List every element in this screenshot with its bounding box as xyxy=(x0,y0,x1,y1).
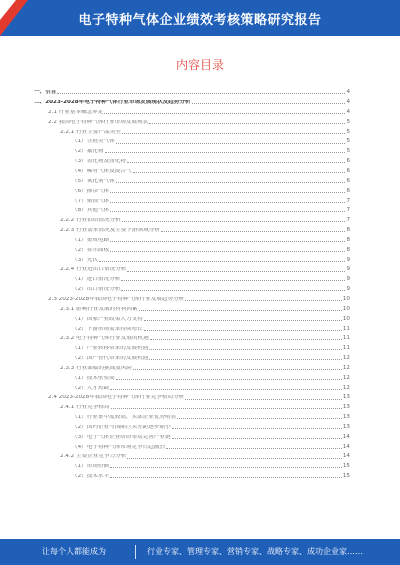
toc-entry-page: 14 xyxy=(342,443,350,450)
toc-entry[interactable] xyxy=(34,470,350,480)
toc-entry-page: 9 xyxy=(346,286,350,293)
toc-entry[interactable] xyxy=(34,440,350,450)
toc-entry-title: （3）电子气体企业纷纷布局完善产业链 xyxy=(72,434,171,440)
toc-entry[interactable] xyxy=(34,253,350,263)
toc-entry-page: 7 xyxy=(346,217,350,224)
toc-entry[interactable] xyxy=(34,332,350,342)
toc-leader-dots xyxy=(185,300,342,301)
table-of-contents xyxy=(34,86,350,480)
toc-entry-title: 2.2.4 行业进出口情况分析 xyxy=(60,267,127,273)
toc-leader-dots xyxy=(144,320,342,321)
toc-entry-title: 2.2.1 行业主要产品类型 xyxy=(60,129,121,135)
toc-leader-dots xyxy=(104,113,345,114)
toc-leader-dots xyxy=(172,428,342,429)
toc-entry-title: 2.3.2 电子特种气体行业发展的机遇 xyxy=(60,336,149,342)
toc-entry[interactable] xyxy=(34,421,350,431)
toc-leader-dots xyxy=(116,143,346,144)
toc-entry-page: 7 xyxy=(346,197,350,204)
toc-leader-dots xyxy=(177,418,342,419)
toc-entry-page: 4 xyxy=(346,99,350,106)
footer-slogan: 让每个人都能成为 xyxy=(42,547,106,556)
toc-leader-dots xyxy=(144,330,342,331)
toc-entry[interactable] xyxy=(34,214,350,224)
toc-entry-page: 12 xyxy=(342,374,350,381)
toc-leader-dots xyxy=(121,290,345,291)
toc-leader-dots xyxy=(149,349,342,350)
toc-leader-dots xyxy=(110,241,345,242)
toc-leader-dots xyxy=(166,448,342,449)
toc-entry[interactable] xyxy=(34,135,350,145)
toc-entry[interactable] xyxy=(34,204,350,214)
toc-entry[interactable] xyxy=(34,244,350,254)
toc-entry[interactable] xyxy=(34,391,350,401)
toc-entry-page: 4 xyxy=(346,89,350,96)
toc-entry[interactable] xyxy=(34,263,350,273)
toc-entry[interactable] xyxy=(34,194,350,204)
toc-leader-dots xyxy=(127,162,346,163)
toc-entry-page: 10 xyxy=(342,295,350,302)
toc-entry[interactable] xyxy=(34,322,350,332)
toc-entry-title: （2）国内企业与国际巨头差距逐步缩小 xyxy=(72,424,171,430)
toc-leader-dots xyxy=(110,467,342,468)
toc-entry-title: 2.4.2 主要企业竞争力分析 xyxy=(60,454,127,460)
toc-entry-page: 10 xyxy=(342,315,350,322)
toc-entry-title: （1）进口情况分析 xyxy=(72,277,121,283)
toc-entry[interactable] xyxy=(34,303,350,313)
toc-entry[interactable] xyxy=(34,224,350,234)
toc-entry[interactable] xyxy=(34,184,350,194)
toc-entry[interactable] xyxy=(34,342,350,352)
toc-entry-title: （2）显示面板 xyxy=(72,247,110,253)
toc-entry[interactable] xyxy=(34,155,350,165)
toc-leader-dots xyxy=(105,152,346,153)
toc-entry-title: （3）光伏 xyxy=(72,257,98,263)
toc-leader-dots xyxy=(185,399,342,400)
toc-entry-page: 9 xyxy=(346,276,350,283)
toc-entry[interactable] xyxy=(34,312,350,322)
toc-entry-page: 9 xyxy=(346,266,350,273)
toc-entry-page: 5 xyxy=(346,118,350,125)
toc-entry-page: 6 xyxy=(346,177,350,184)
toc-entry[interactable] xyxy=(34,96,350,106)
toc-entry[interactable] xyxy=(34,125,350,135)
toc-entry-page: 11 xyxy=(342,335,350,342)
toc-leader-dots xyxy=(110,477,342,478)
toc-entry-title: 2.4.1 行业竞争格局 xyxy=(60,405,110,411)
toc-entry-page: 8 xyxy=(346,246,350,253)
toc-leader-dots xyxy=(116,379,342,380)
report-title: 电子特种气体企业绩效考核策略研究报告 xyxy=(78,13,322,28)
toc-leader-dots xyxy=(127,458,342,459)
toc-entry[interactable] xyxy=(34,273,350,283)
toc-entry[interactable] xyxy=(34,106,350,116)
toc-leader-dots xyxy=(133,369,342,370)
toc-leader-dots xyxy=(110,192,345,193)
toc-entry[interactable] xyxy=(34,165,350,175)
toc-entry-page: 9 xyxy=(346,256,350,263)
toc-entry-title: 二、2023-2028年电子特种气体行业市场发展现状及趋势分析 xyxy=(34,100,191,106)
toc-entry[interactable] xyxy=(34,175,350,185)
toc-leader-dots xyxy=(139,310,342,311)
toc-entry-title: 2.2.2 行业供给情况分析 xyxy=(60,218,121,224)
toc-leader-dots xyxy=(99,261,346,262)
toc-entry-page: 14 xyxy=(342,453,350,460)
toc-entry-title: （2）国产替代带来的发展机遇 xyxy=(72,356,149,362)
toc-entry-page: 13 xyxy=(342,404,350,411)
toc-leader-dots xyxy=(127,271,345,272)
toc-entry-page: 6 xyxy=(346,158,350,165)
toc-leader-dots xyxy=(161,231,346,232)
toc-entry-title: 2.3.3 行业面临的挑战及风险 xyxy=(60,365,132,371)
toc-entry[interactable] xyxy=(34,450,350,460)
toc-entry-title: （8）其他气体 xyxy=(72,208,110,214)
toc-entry[interactable] xyxy=(34,352,350,362)
footer-divider xyxy=(135,545,136,559)
toc-entry-title: （2）氟化物 xyxy=(72,149,104,155)
toc-entry[interactable] xyxy=(34,293,350,303)
toc-entry[interactable] xyxy=(34,283,350,293)
toc-entry-page: 13 xyxy=(342,394,350,401)
toc-entry-page: 13 xyxy=(342,414,350,421)
toc-entry-page: 5 xyxy=(346,148,350,155)
toc-entry[interactable] xyxy=(34,381,350,391)
toc-entry-title: （1）集成电路 xyxy=(72,237,110,243)
toc-entry-title: 2.3.1 影响行业发展的有利因素 xyxy=(60,306,138,312)
toc-entry-title: （5）氧化剂气体 xyxy=(72,178,115,184)
toc-entry-title: （4）电子特种气体市场竞争日趋激烈 xyxy=(72,444,166,450)
toc-entry-page: 13 xyxy=(342,423,350,430)
toc-entry-title: （1）国家产业政策大力支持 xyxy=(72,316,143,322)
toc-entry-page: 6 xyxy=(346,168,350,174)
toc-leader-dots xyxy=(150,339,342,340)
toc-entry-page: 8 xyxy=(346,227,350,234)
toc-entry-page: 5 xyxy=(346,138,350,145)
toc-leader-dots xyxy=(149,123,345,124)
toc-entry-page: 7 xyxy=(346,207,350,214)
footer-banner xyxy=(0,539,400,565)
toc-entry-title: （1）含硅类气体 xyxy=(72,139,115,145)
toc-entry-page: 10 xyxy=(342,305,350,312)
toc-entry-title: （2）出口情况分析 xyxy=(72,287,121,293)
toc-entry-title: （2）下游市场需求持续增长 xyxy=(72,326,143,332)
toc-entry-page: 4 xyxy=(346,108,350,115)
toc-leader-dots xyxy=(116,182,346,183)
toc-leader-dots xyxy=(149,359,342,360)
toc-leader-dots xyxy=(122,221,346,222)
toc-leader-dots xyxy=(110,251,345,252)
toc-entry-page: 5 xyxy=(346,128,350,135)
toc-entry-page: 12 xyxy=(342,355,350,362)
toc-entry[interactable] xyxy=(34,362,350,372)
toc-entry-title: （1）市场份额 xyxy=(72,464,110,470)
toc-leader-dots xyxy=(110,389,342,390)
toc-entry-title: （4）稀有气体及混合气 xyxy=(72,169,132,174)
toc-entry-page: 8 xyxy=(346,236,350,243)
toc-entry[interactable] xyxy=(34,431,350,441)
toc-entry-page: 15 xyxy=(342,473,350,480)
toc-entry[interactable] xyxy=(34,86,350,96)
toc-entry-title: 一、引言 xyxy=(34,90,57,96)
toc-entry[interactable] xyxy=(34,460,350,470)
toc-entry[interactable] xyxy=(34,116,350,126)
toc-entry[interactable] xyxy=(34,401,350,411)
toc-entry-title: （2）人才短缺 xyxy=(72,385,110,391)
toc-entry-title: 2.3 2023-2028年我国电子特种气体行业发展趋势分析 xyxy=(48,296,185,302)
toc-leader-dots xyxy=(57,93,345,94)
toc-leader-dots xyxy=(133,172,346,173)
toc-heading: 内容目录 xyxy=(175,58,224,72)
toc-entry-page: 12 xyxy=(342,364,350,371)
toc-entry-title: 2.1 行业基本概念界定 xyxy=(48,109,104,115)
toc-leader-dots xyxy=(110,211,345,212)
toc-entry-title: （7）刻蚀气体 xyxy=(72,198,110,204)
toc-entry-title: （1）技术壁垒高 xyxy=(72,375,115,381)
toc-entry-page: 15 xyxy=(342,463,350,470)
toc-entry-title: （1）行业集中度较高，头部企业优势明显 xyxy=(72,415,177,421)
toc-entry[interactable] xyxy=(34,234,350,244)
toc-entry-page: 12 xyxy=(342,384,350,391)
toc-entry[interactable] xyxy=(34,145,350,155)
toc-entry-title: 2.2 我国电子特种气体行业市场发展现状 xyxy=(48,119,149,125)
toc-entry-title: （2）技术水平 xyxy=(72,474,110,480)
toc-leader-dots xyxy=(121,280,345,281)
toc-entry-page: 11 xyxy=(342,325,350,332)
toc-leader-dots xyxy=(192,103,346,104)
toc-entry-title: （3）氢化物及卤化物 xyxy=(72,159,126,165)
toc-leader-dots xyxy=(122,133,346,134)
toc-entry[interactable] xyxy=(34,411,350,421)
toc-leader-dots xyxy=(172,438,342,439)
toc-entry-page: 11 xyxy=(342,345,350,352)
title-banner xyxy=(0,0,400,36)
toc-entry-title: （1）产业转移带来的发展机遇 xyxy=(72,346,149,352)
toc-entry-page: 6 xyxy=(346,187,350,194)
toc-entry-page: 14 xyxy=(342,433,350,440)
toc-entry-title: 2.2.3 行业需求情况及主要下游领域分析 xyxy=(60,228,160,234)
toc-entry[interactable] xyxy=(34,371,350,381)
toc-entry-title: 2.4 2023-2028年我国电子特种气体行业竞争格局分析 xyxy=(48,395,185,401)
toc-leader-dots xyxy=(111,408,342,409)
toc-entry-title: （6）掺杂气体 xyxy=(72,188,110,194)
toc-leader-dots xyxy=(110,202,345,203)
footer-tagline: 行业专家、管理专家、营销专家、战略专家、成功企业家…… xyxy=(147,547,363,556)
